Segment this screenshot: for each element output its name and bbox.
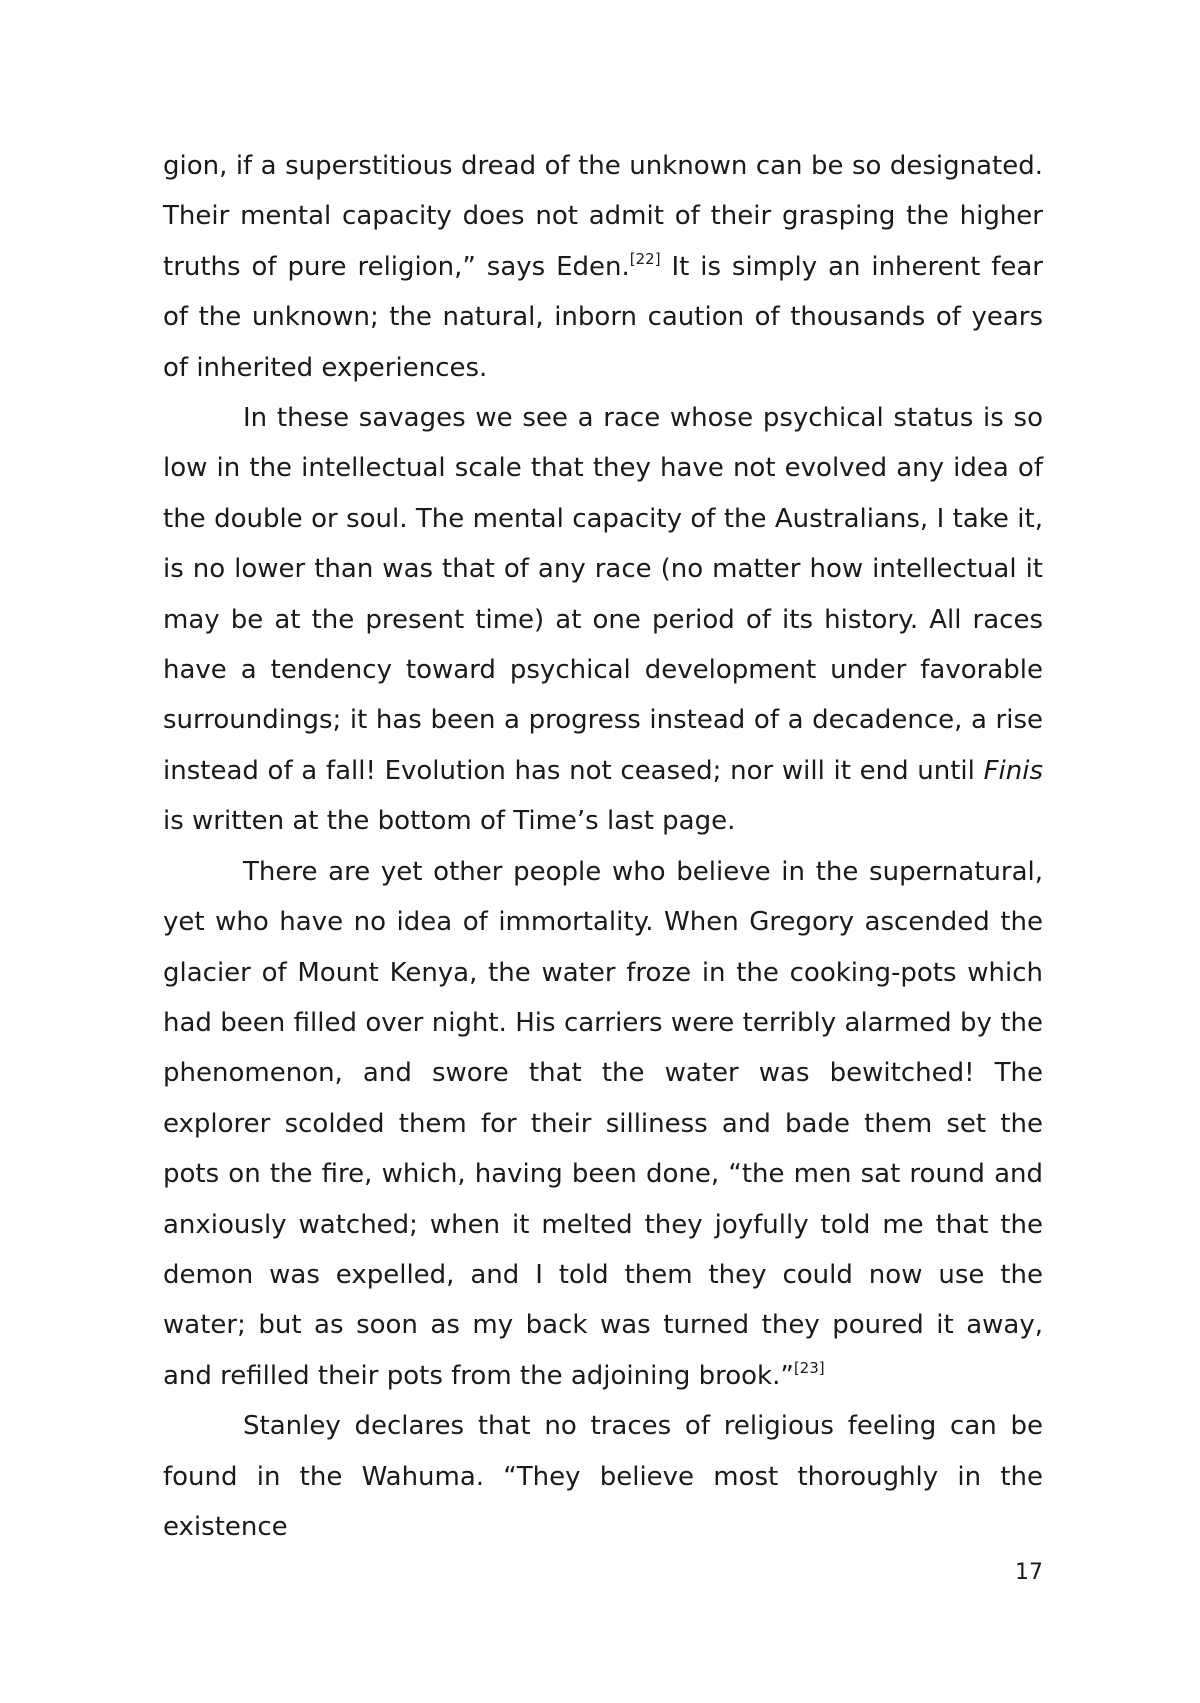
text-segment: There are yet other people who believe in the supernatural, yet who have no idea of immortality. When Gregory ascended the glacier of Mount Kenya, the water froze in the cooking-pots which had been filled over night. His carriers were terribly alarmed by the phenomenon, and swore that the water was bewitched! The explorer scolded them for their silliness and bade them set the pots on the fire, which, having been done, “the men sat round and anxiously watched; when it melted they joyfully told me that the demon was expelled, and I told them they could now use the water; but as soon as my back was turned they poured it away, and refilled their pots from the adjoining brook.” [163,856,1043,1391]
paragraph [163,393,1043,847]
paragraph [163,847,1043,1401]
footnote-reference: [22] [629,249,661,268]
text-segment: In these savages we see a race whose psychical status is so low in the intellectual scale that they have not evolved any idea of the double or soul. The mental capacity of the Australians, I take it, is no lower than was that of any race (no matter how intellectual it may be at the present time) at one period of its history. All races have a tendency toward psychical development under favorable surroundings; it has been a progress instead of a decadence, a rise instead of a fall! Evolution has not ceased; nor will it end until [163,403,1043,786]
body-text [163,141,1043,1552]
text-segment: It is simply an inherent fear of the unknown; the natural, inborn caution of thousands of years of inherited experiences. [163,251,1043,383]
text-segment: is written at the bottom of Time’s last page. [163,806,736,837]
footnote-reference: [23] [793,1358,825,1377]
paragraph [163,1401,1043,1552]
italic-text: Finis [983,755,1043,786]
text-segment: gion, if a superstitious dread of the unknown can be so designated. Their mental capacity does not admit of their grasping the higher truths of pure religion,” says Eden. [163,151,1043,282]
page-number: 17 [1015,1560,1043,1585]
paragraph [163,141,1043,393]
text-segment: Stanley declares that no traces of religious feeling can be found in the Wahuma. “They believe most thoroughly in the existence [163,1411,1043,1542]
